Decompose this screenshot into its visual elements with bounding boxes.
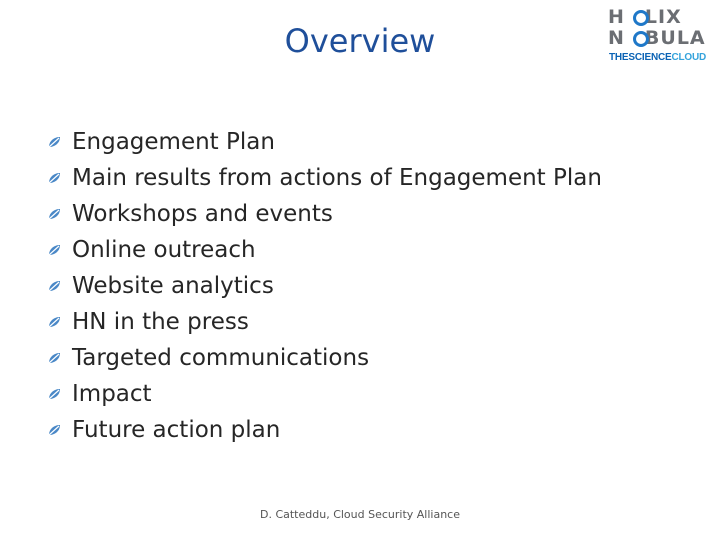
- leaf-bullet-icon: [46, 242, 62, 258]
- bullet-text: Future action plan: [72, 417, 281, 443]
- slide-title: Overview: [284, 22, 436, 60]
- bullet-item: [46, 268, 602, 304]
- bullet-text: Workshops and events: [72, 201, 333, 227]
- logo-ring-icon: [633, 10, 649, 26]
- leaf-bullet-icon: [46, 386, 62, 402]
- bullet-text: Impact: [72, 381, 152, 407]
- leaf-bullet-icon: [46, 314, 62, 330]
- logo-ring-icon: [633, 31, 649, 47]
- slide-footer: D. Catteddu, Cloud Security Alliance: [259, 508, 460, 521]
- leaf-bullet-icon: [46, 350, 62, 366]
- leaf-bullet-icon: [46, 134, 62, 150]
- bullet-item: [46, 232, 602, 268]
- bullet-list: [46, 124, 602, 448]
- bullet-item: [46, 160, 602, 196]
- bullet-item: [46, 196, 602, 232]
- bullet-item: [46, 412, 602, 448]
- logo-letter: H: [608, 6, 625, 28]
- helix-nebula-logo: [606, 6, 716, 66]
- bullet-text: Engagement Plan: [72, 129, 275, 155]
- bullet-item: [46, 124, 602, 160]
- bullet-item: [46, 376, 602, 412]
- logo-tagline: THESCIENCECLOUD: [609, 52, 707, 63]
- bullet-text: Online outreach: [72, 237, 256, 263]
- bullet-text: Website analytics: [72, 273, 274, 299]
- logo-letter: N: [608, 27, 625, 49]
- bullet-text: Targeted communications: [72, 345, 370, 371]
- bullet-item: [46, 340, 602, 376]
- leaf-bullet-icon: [46, 278, 62, 294]
- leaf-bullet-icon: [46, 422, 62, 438]
- bullet-text: HN in the press: [72, 309, 249, 335]
- logo-word: BULA: [644, 27, 706, 49]
- bullet-item: [46, 304, 602, 340]
- leaf-bullet-icon: [46, 206, 62, 222]
- logo-word: LIX: [644, 6, 682, 28]
- bullet-text: Main results from actions of Engagement Plan: [72, 165, 602, 191]
- leaf-bullet-icon: [46, 170, 62, 186]
